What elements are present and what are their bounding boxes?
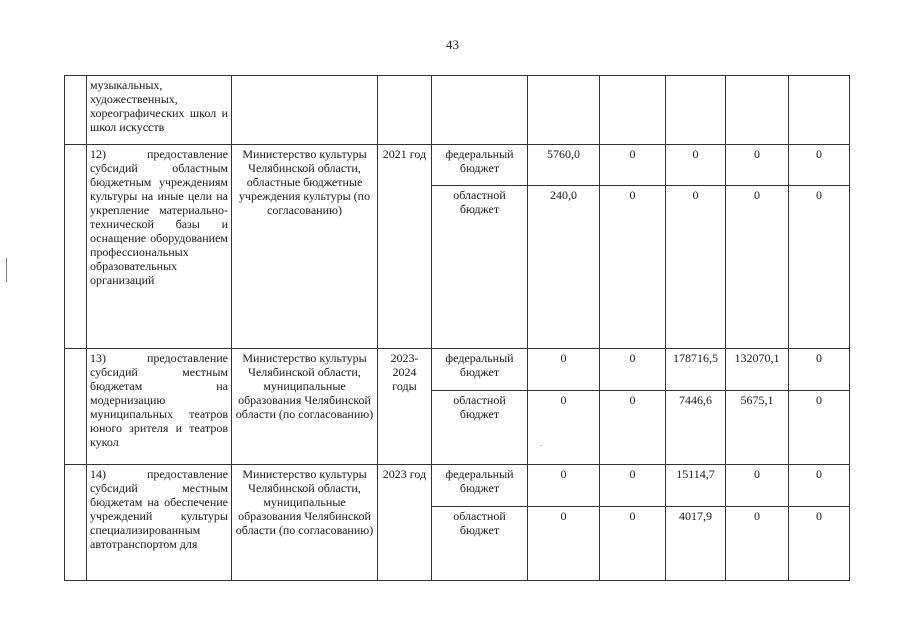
value-cell: 0 (726, 186, 789, 349)
budget-source-cell: федеральный бюджет (432, 145, 528, 186)
page-number: 43 (446, 37, 459, 52)
executor-cell (232, 76, 378, 145)
value-cell (600, 76, 666, 145)
budget-source-cell (432, 76, 528, 145)
value-cell: 0 (789, 349, 850, 391)
activity-cell: 14) предоставление субсидий местным бюджетам на обеспечение учреждений культуры специализированным автотранспортом для (87, 465, 232, 581)
value-cell (789, 76, 850, 145)
activity-cell: музыкальных, художественных, хореографических школ и школ искусств (87, 76, 232, 145)
number-cell (65, 349, 87, 465)
budget-source-cell: федеральный бюджет (432, 465, 528, 507)
table-row (65, 145, 850, 186)
value-cell: 0 (789, 186, 850, 349)
value-cell: 0 (726, 465, 789, 507)
table-row (65, 349, 850, 391)
value-cell: 0 (528, 349, 600, 391)
number-cell (65, 76, 87, 145)
value-cell: 0 (600, 186, 666, 349)
value-cell: 15114,7 (666, 465, 726, 507)
value-cell: 4017,9 (666, 507, 726, 581)
value-cell: 0 (600, 391, 666, 465)
value-cell: 5760,0 (528, 145, 600, 186)
year-cell (378, 76, 432, 145)
number-cell (65, 465, 87, 581)
value-cell: 0 (666, 145, 726, 186)
value-cell: 0 (528, 507, 600, 581)
value-cell: 0 (789, 465, 850, 507)
value-cell: 0 (600, 145, 666, 186)
margin-mark (6, 258, 7, 282)
scan-speck (540, 445, 542, 446)
number-cell (65, 145, 87, 349)
value-cell: 132070,1 (726, 349, 789, 391)
value-cell: 0 (789, 145, 850, 186)
budget-source-cell: федеральный бюджет (432, 349, 528, 391)
year-cell: 2021 год (378, 145, 432, 349)
budget-source-cell: областной бюджет (432, 391, 528, 465)
value-cell: 0 (666, 186, 726, 349)
value-cell: 0 (528, 465, 600, 507)
year-cell: 2023-2024 годы (378, 349, 432, 465)
activity-cell: 13) предоставление субсидий местным бюджетам на модернизацию муниципальных театров юного зрителя и театров кукол (87, 349, 232, 465)
value-cell (726, 76, 789, 145)
value-cell (666, 76, 726, 145)
executor-cell: Министерство культуры Челябинской области, областные бюджетные учреждения культуры (по согласованию) (232, 145, 378, 349)
value-cell: 0 (726, 507, 789, 581)
table-row (65, 76, 850, 145)
value-cell: 0 (600, 349, 666, 391)
value-cell (528, 76, 600, 145)
value-cell: 0 (600, 507, 666, 581)
activity-cell: 12) предоставление субсидий областным бюджетным учреждениям культуры на иные цели на укрепление материально-технической базы и оснащение оборудованием профессиональных образовательных организаций (87, 145, 232, 349)
table-row (65, 465, 850, 507)
value-cell: 7446,6 (666, 391, 726, 465)
program-table (64, 75, 850, 581)
value-cell: 178716,5 (666, 349, 726, 391)
value-cell: 0 (600, 465, 666, 507)
value-cell: 0 (789, 391, 850, 465)
value-cell: 240,0 (528, 186, 600, 349)
budget-source-cell: областной бюджет (432, 507, 528, 581)
value-cell: 0 (726, 145, 789, 186)
executor-cell: Министерство культуры Челябинской области, муниципальные образования Челябинской области (по согласованию) (232, 465, 378, 581)
value-cell: 5675,1 (726, 391, 789, 465)
year-cell: 2023 год (378, 465, 432, 581)
value-cell: 0 (789, 507, 850, 581)
executor-cell: Министерство культуры Челябинской области, муниципальные образования Челябинской области (по согласованию) (232, 349, 378, 465)
budget-source-cell: областной бюджет (432, 186, 528, 349)
value-cell: 0 (528, 391, 600, 465)
